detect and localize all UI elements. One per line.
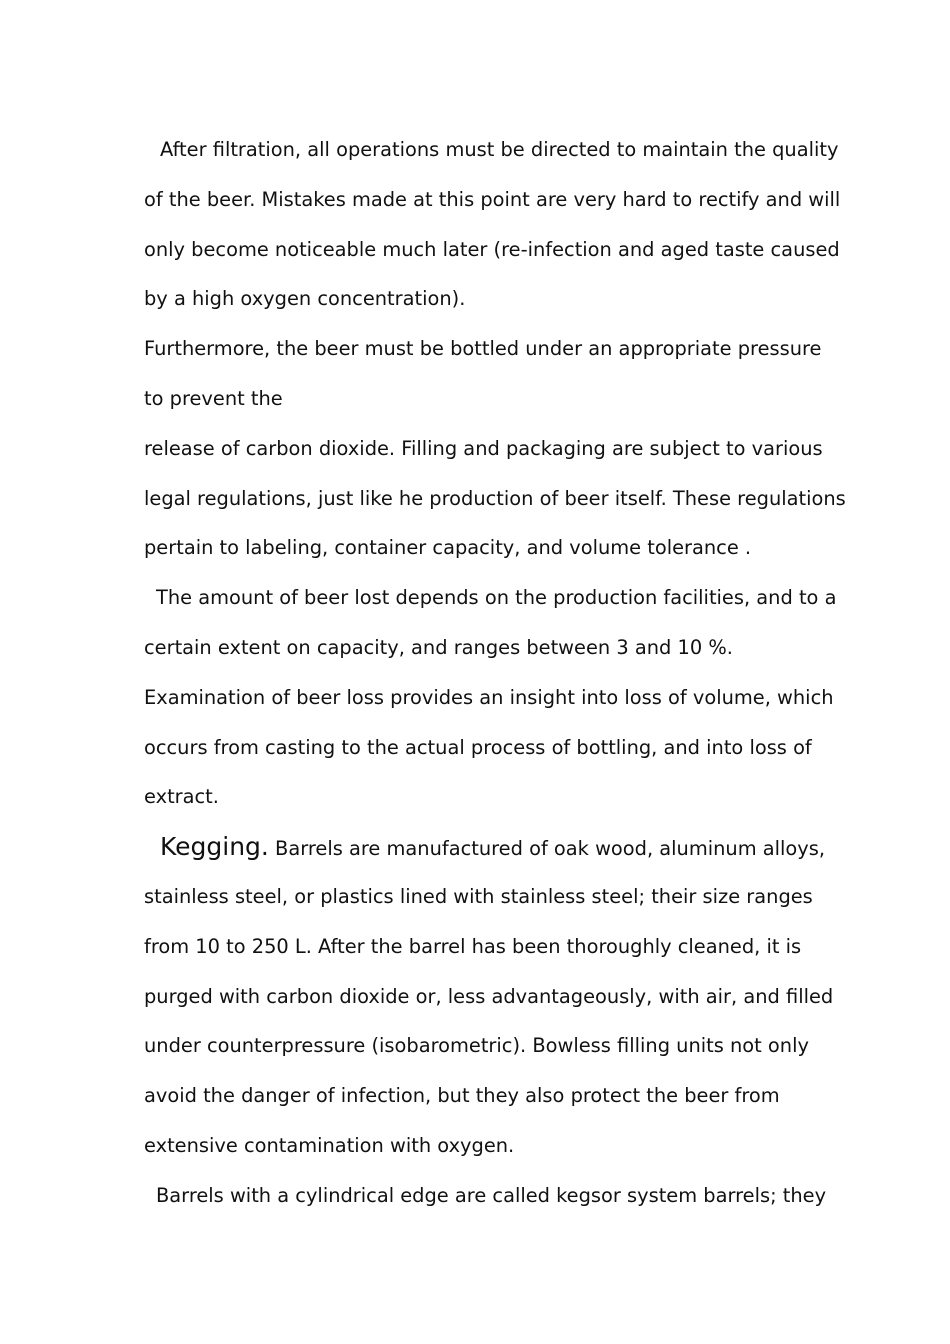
text-line <box>144 523 816 573</box>
text-line <box>144 324 822 374</box>
text-line <box>144 374 816 424</box>
text-line <box>144 723 816 773</box>
paragraph-filtration-line-2: of the beer. Mistakes made at this point are very hard to rectify and will <box>144 187 841 211</box>
text-line <box>144 772 816 822</box>
text-line <box>144 872 816 922</box>
text-line <box>144 623 816 673</box>
text-line <box>144 424 823 474</box>
text-line <box>144 1021 816 1071</box>
paragraph-loss-line-2: certain extent on capacity, and ranges between 3 and 10 %. <box>144 635 733 659</box>
text-line <box>144 972 834 1022</box>
text-line <box>144 1071 816 1121</box>
text-line <box>144 125 839 175</box>
paragraph-barrels-line-1: Barrels with a cylindrical edge are called kegsor system barrels; they <box>156 1183 827 1207</box>
paragraph-filtration-line-3: only become noticeable much later (re-infection and aged taste caused <box>144 237 840 261</box>
paragraph-loss-line-1: The amount of beer lost depends on the production facilities, and to a <box>156 586 837 610</box>
paragraph-filtration-line-4: by a high oxygen concentration). <box>144 287 466 311</box>
paragraph-loss-line-3: Examination of beer loss provides an insight into loss of volume, which <box>144 685 834 709</box>
paragraph-loss-line-4: occurs from casting to the actual process of bottling, and into loss of <box>144 735 812 759</box>
text-line <box>144 922 816 972</box>
paragraph-kegging-line-4: purged with carbon dioxide or, less advantageously, with air, and filled <box>144 984 834 1008</box>
paragraph-kegging-line-3: from 10 to 250 L. After the barrel has been thoroughly cleaned, it is <box>144 934 802 958</box>
paragraph-kegging-line-1: Barrels are manufactured of oak wood, aluminum alloys, <box>275 837 826 861</box>
paragraph-pressure-line-4: legal regulations, just like he production of beer itself. These regulations <box>144 486 846 510</box>
text-line <box>144 175 841 225</box>
text-line <box>144 673 834 723</box>
text-line <box>144 474 846 524</box>
paragraph-kegging-line-5: under counterpressure (isobarometric). Bowless filling units not only <box>144 1034 809 1058</box>
paragraph-filtration-line-1: After filtration, all operations must be directed to maintain the quality <box>160 138 839 161</box>
text-line <box>144 573 837 623</box>
body-text <box>144 125 846 1221</box>
paragraph-pressure-line-5: pertain to labeling, container capacity, and volume tolerance . <box>144 536 752 560</box>
text-line <box>144 225 840 275</box>
paragraph-pressure-line-1: Furthermore, the beer must be bottled under an appropriate pressure <box>144 337 822 361</box>
text-line <box>144 822 826 872</box>
text-line <box>144 274 816 324</box>
paragraph-pressure-line-3: release of carbon dioxide. Filling and packaging are subject to various <box>144 436 823 460</box>
kegging-heading: Kegging. <box>160 832 269 862</box>
text-line <box>144 1171 827 1221</box>
paragraph-kegging-line-2: stainless steel, or plastics lined with stainless steel; their size ranges <box>144 884 813 908</box>
text-line <box>144 1121 816 1171</box>
paragraph-pressure-line-2: to prevent the <box>144 386 283 410</box>
paragraph-kegging-line-7: extensive contamination with oxygen. <box>144 1133 515 1157</box>
paragraph-loss-line-5: extract. <box>144 785 219 809</box>
paragraph-kegging-line-6: avoid the danger of infection, but they also protect the beer from <box>144 1084 780 1108</box>
